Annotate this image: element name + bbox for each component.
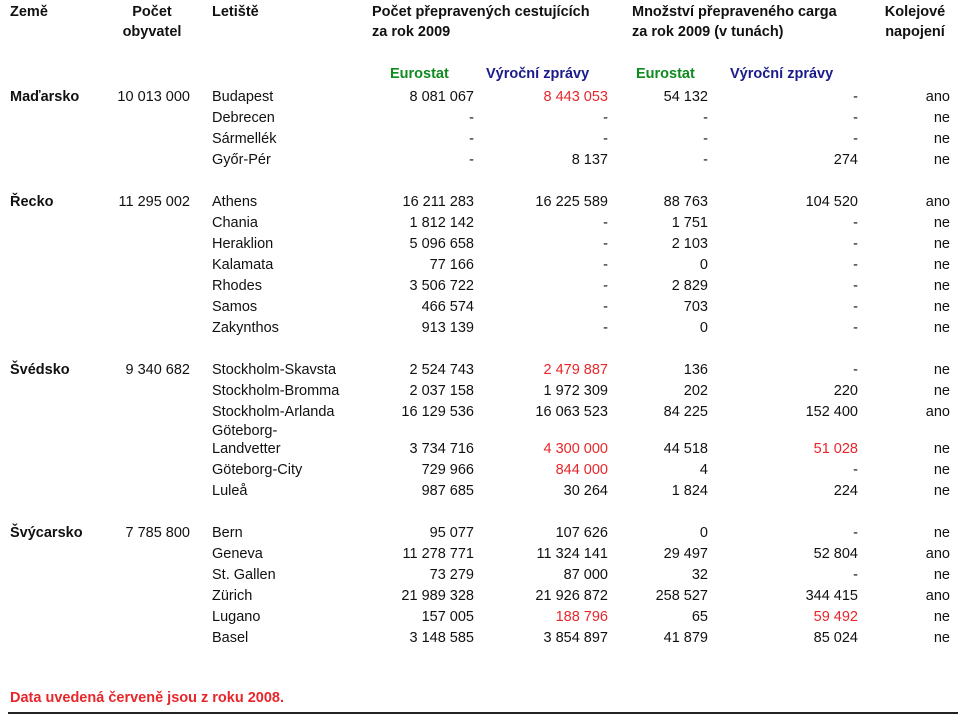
header-population xyxy=(106,2,198,42)
cargo-eurostat-cell: 88 763 xyxy=(663,194,708,210)
cargo-annual-cell: - xyxy=(853,131,858,147)
rail-connection-cell: ne xyxy=(933,362,950,378)
rail-connection-cell: ne xyxy=(933,215,950,231)
cargo-eurostat-cell: 84 225 xyxy=(663,404,708,420)
airport-cell: Bern xyxy=(212,525,243,541)
passengers-eurostat-cell: 987 685 xyxy=(421,483,474,499)
cargo-eurostat-cell: 29 497 xyxy=(663,546,708,562)
rail-connection-cell: ano xyxy=(925,404,950,420)
airport-cell: Chania xyxy=(212,215,258,231)
airport-cell: Kalamata xyxy=(212,257,274,273)
cargo-annual-cell: 52 804 xyxy=(813,546,858,562)
header-rail-line1: Kolejové xyxy=(884,4,946,20)
subheader-cargo-annual: Výroční zprávy xyxy=(730,66,834,82)
cargo-annual-cell: 51 028 xyxy=(813,441,858,457)
rail-connection-cell: ano xyxy=(925,588,950,604)
footnote: Data uvedená červeně jsou z roku 2008. xyxy=(10,690,285,706)
airport-cell: Luleå xyxy=(212,483,248,499)
passengers-annual-cell: - xyxy=(603,131,608,147)
cargo-eurostat-cell: 1 824 xyxy=(671,483,708,499)
passengers-annual-cell: - xyxy=(603,110,608,126)
rail-connection-cell: ne xyxy=(933,257,950,273)
airport-cell: Győr-Pér xyxy=(212,152,271,168)
passengers-eurostat-cell: - xyxy=(469,131,474,147)
passengers-eurostat-cell: - xyxy=(469,110,474,126)
rail-connection-cell: ne xyxy=(933,110,950,126)
country-cell: Švýcarsko xyxy=(10,525,83,541)
header-passengers-line1: Počet přepravených cestujících xyxy=(372,4,590,20)
passengers-eurostat-cell: 2 037 158 xyxy=(409,383,474,399)
cargo-eurostat-cell: 41 879 xyxy=(663,630,708,646)
cargo-eurostat-cell: 4 xyxy=(699,462,708,478)
passengers-eurostat-cell: 11 278 771 xyxy=(402,546,474,562)
rail-connection-cell: ano xyxy=(925,546,950,562)
header-cargo xyxy=(632,2,837,42)
table-row xyxy=(0,523,960,543)
airport-cell: Samos xyxy=(212,299,258,315)
passengers-eurostat-cell: 1 812 142 xyxy=(409,215,474,231)
table-row xyxy=(0,234,960,254)
subheader-passengers-annual: Výroční zprávy xyxy=(486,66,590,82)
header-population-line1: Počet xyxy=(132,4,172,20)
cargo-eurostat-cell: 202 xyxy=(683,383,708,399)
table-row xyxy=(0,297,960,317)
population-cell: 11 295 002 xyxy=(118,194,190,210)
table-row xyxy=(0,129,960,149)
rail-connection-cell: ne xyxy=(933,152,950,168)
table-row xyxy=(0,402,960,422)
passengers-annual-cell: - xyxy=(603,257,608,273)
passengers-eurostat-cell: 157 005 xyxy=(421,609,474,625)
passengers-annual-cell: 844 000 xyxy=(555,462,608,478)
passengers-annual-cell: 3 854 897 xyxy=(543,630,608,646)
passengers-annual-cell: 30 264 xyxy=(563,483,608,499)
table-row xyxy=(0,318,960,338)
country-cell: Švédsko xyxy=(10,362,70,378)
airport-cell: Athens xyxy=(212,194,258,210)
rail-connection-cell: ano xyxy=(925,89,950,105)
airport-cell: Göteborg-City xyxy=(212,462,303,478)
passengers-annual-cell: - xyxy=(603,278,608,294)
airport-cell: Zürich xyxy=(212,588,253,604)
cargo-annual-cell: 220 xyxy=(833,383,858,399)
country-cell: Maďarsko xyxy=(10,89,80,105)
cargo-annual-cell: 152 400 xyxy=(805,404,858,420)
airport-cell: Basel xyxy=(212,630,249,646)
cargo-annual-cell: - xyxy=(853,567,858,583)
airport-cell: Rhodes xyxy=(212,278,262,294)
airport-cell: Landvetter xyxy=(212,441,281,457)
airport-cell: Heraklion xyxy=(212,236,274,252)
bottom-rule xyxy=(8,712,958,714)
passengers-eurostat-cell: 8 081 067 xyxy=(409,89,474,105)
passengers-eurostat-cell: 3 734 716 xyxy=(409,441,474,457)
passengers-eurostat-cell: 16 129 536 xyxy=(401,404,474,420)
header-rail xyxy=(874,2,956,42)
passengers-annual-cell: 2 479 887 xyxy=(543,362,608,378)
passengers-annual-cell: - xyxy=(603,320,608,336)
passengers-annual-cell: - xyxy=(603,236,608,252)
cargo-annual-cell: 104 520 xyxy=(805,194,858,210)
passengers-eurostat-cell: 5 096 658 xyxy=(409,236,474,252)
table-row xyxy=(0,628,960,648)
cargo-annual-cell: - xyxy=(853,257,858,273)
table-row xyxy=(0,276,960,296)
cargo-eurostat-cell: 44 518 xyxy=(663,441,708,457)
passengers-annual-cell: - xyxy=(603,215,608,231)
airport-cell: Lugano xyxy=(212,609,261,625)
cargo-annual-cell: - xyxy=(853,362,858,378)
rail-connection-cell: ne xyxy=(933,609,950,625)
header-cargo-line2: za rok 2009 (v tunách) xyxy=(632,24,784,40)
airport-cell: Stockholm-Skavsta xyxy=(212,362,337,378)
passengers-annual-cell: 1 972 309 xyxy=(543,383,608,399)
population-cell: 10 013 000 xyxy=(117,89,190,105)
table-row xyxy=(0,150,960,170)
passengers-annual-cell: 11 324 141 xyxy=(536,546,608,562)
rail-connection-cell: ne xyxy=(933,483,950,499)
header-rail-line2: napojení xyxy=(885,24,945,40)
table-row xyxy=(0,213,960,233)
passengers-eurostat-cell: 729 966 xyxy=(421,462,474,478)
cargo-eurostat-cell: 2 829 xyxy=(671,278,708,294)
population-cell: 7 785 800 xyxy=(125,525,190,541)
subheader-passengers-eurostat: Eurostat xyxy=(390,66,449,82)
rail-connection-cell: ne xyxy=(933,525,950,541)
rail-connection-cell: ne xyxy=(933,236,950,252)
passengers-eurostat-cell: 3 148 585 xyxy=(409,630,474,646)
passengers-annual-cell: 87 000 xyxy=(563,567,608,583)
table-row xyxy=(0,108,960,128)
table-row xyxy=(0,421,960,441)
header-country: Země xyxy=(10,4,48,20)
passengers-annual-cell: 8 137 xyxy=(571,152,608,168)
cargo-eurostat-cell: - xyxy=(703,131,708,147)
rail-connection-cell: ne xyxy=(933,462,950,478)
cargo-annual-cell: 344 415 xyxy=(805,588,858,604)
rail-connection-cell: ne xyxy=(933,320,950,336)
cargo-eurostat-cell: 54 132 xyxy=(663,89,708,105)
country-cell: Řecko xyxy=(10,194,54,210)
cargo-annual-cell: - xyxy=(853,299,858,315)
airport-cell: Zakynthos xyxy=(212,320,279,336)
cargo-eurostat-cell: 32 xyxy=(691,567,708,583)
cargo-eurostat-cell: - xyxy=(703,110,708,126)
cargo-eurostat-cell: 2 103 xyxy=(671,236,708,252)
rail-connection-cell: ne xyxy=(933,441,950,457)
table-row xyxy=(0,360,960,380)
header-passengers xyxy=(372,2,590,42)
airport-cell: Budapest xyxy=(212,89,274,105)
passengers-eurostat-cell: 73 279 xyxy=(429,567,474,583)
rail-connection-cell: ne xyxy=(933,131,950,147)
passengers-eurostat-cell: 466 574 xyxy=(421,299,474,315)
cargo-annual-cell: - xyxy=(853,89,858,105)
table-row xyxy=(0,460,960,480)
airport-cell: St. Gallen xyxy=(212,567,276,583)
header-airport: Letiště xyxy=(212,4,259,20)
table-row xyxy=(0,87,960,107)
rail-connection-cell: ne xyxy=(933,383,950,399)
cargo-annual-cell: - xyxy=(853,215,858,231)
passengers-eurostat-cell: 913 139 xyxy=(421,320,474,336)
passengers-annual-cell: 16 063 523 xyxy=(535,404,608,420)
cargo-eurostat-cell: 703 xyxy=(683,299,708,315)
table-row xyxy=(0,255,960,275)
table-row xyxy=(0,607,960,627)
airport-cell: Stockholm-Bromma xyxy=(212,383,340,399)
airport-cell: Stockholm-Arlanda xyxy=(212,404,335,420)
header-cargo-line1: Množství přepraveného carga xyxy=(632,4,837,20)
cargo-eurostat-cell: - xyxy=(703,152,708,168)
header-population-line2: obyvatel xyxy=(122,24,182,40)
cargo-eurostat-cell: 0 xyxy=(699,525,708,541)
cargo-eurostat-cell: 1 751 xyxy=(671,215,708,231)
cargo-annual-cell: 274 xyxy=(833,152,858,168)
subheader-cargo-eurostat: Eurostat xyxy=(636,66,695,82)
airport-cell: Göteborg- xyxy=(212,423,278,439)
table-row xyxy=(0,544,960,564)
table-row xyxy=(0,381,960,401)
rail-connection-cell: ne xyxy=(933,630,950,646)
rail-connection-cell: ne xyxy=(933,299,950,315)
table-row xyxy=(0,565,960,585)
population-cell: 9 340 682 xyxy=(125,362,190,378)
passengers-eurostat-cell: 16 211 283 xyxy=(402,194,474,210)
airport-cell: Sármellék xyxy=(212,131,277,147)
cargo-annual-cell: - xyxy=(853,110,858,126)
passengers-eurostat-cell: 77 166 xyxy=(429,257,474,273)
passengers-eurostat-cell: 3 506 722 xyxy=(409,278,474,294)
cargo-annual-cell: - xyxy=(853,278,858,294)
cargo-eurostat-cell: 258 527 xyxy=(655,588,708,604)
cargo-eurostat-cell: 0 xyxy=(699,257,708,273)
passengers-eurostat-cell: 95 077 xyxy=(429,525,474,541)
cargo-annual-cell: - xyxy=(853,462,858,478)
passengers-annual-cell: 21 926 872 xyxy=(535,588,608,604)
cargo-eurostat-cell: 136 xyxy=(683,362,708,378)
rail-connection-cell: ne xyxy=(933,278,950,294)
table-row xyxy=(0,481,960,501)
cargo-eurostat-cell: 0 xyxy=(699,320,708,336)
passengers-eurostat-cell: 21 989 328 xyxy=(401,588,474,604)
passengers-eurostat-cell: 2 524 743 xyxy=(409,362,474,378)
cargo-annual-cell: 59 492 xyxy=(813,609,858,625)
passengers-eurostat-cell: - xyxy=(469,152,474,168)
passengers-annual-cell: 4 300 000 xyxy=(543,441,608,457)
airport-cell: Debrecen xyxy=(212,110,275,126)
cargo-annual-cell: - xyxy=(853,320,858,336)
header-passengers-line2: za rok 2009 xyxy=(372,24,451,40)
table-row xyxy=(0,192,960,212)
passengers-annual-cell: 188 796 xyxy=(555,609,608,625)
passengers-annual-cell: 107 626 xyxy=(555,525,608,541)
rail-connection-cell: ano xyxy=(925,194,950,210)
table-row xyxy=(0,439,960,459)
passengers-annual-cell: 8 443 053 xyxy=(543,89,608,105)
passengers-annual-cell: 16 225 589 xyxy=(535,194,608,210)
cargo-annual-cell: 224 xyxy=(833,483,858,499)
cargo-eurostat-cell: 65 xyxy=(691,609,708,625)
airport-cell: Geneva xyxy=(212,546,263,562)
cargo-annual-cell: 85 024 xyxy=(813,630,858,646)
cargo-annual-cell: - xyxy=(853,236,858,252)
passengers-annual-cell: - xyxy=(603,299,608,315)
table-row xyxy=(0,586,960,606)
cargo-annual-cell: - xyxy=(853,525,858,541)
rail-connection-cell: ne xyxy=(933,567,950,583)
